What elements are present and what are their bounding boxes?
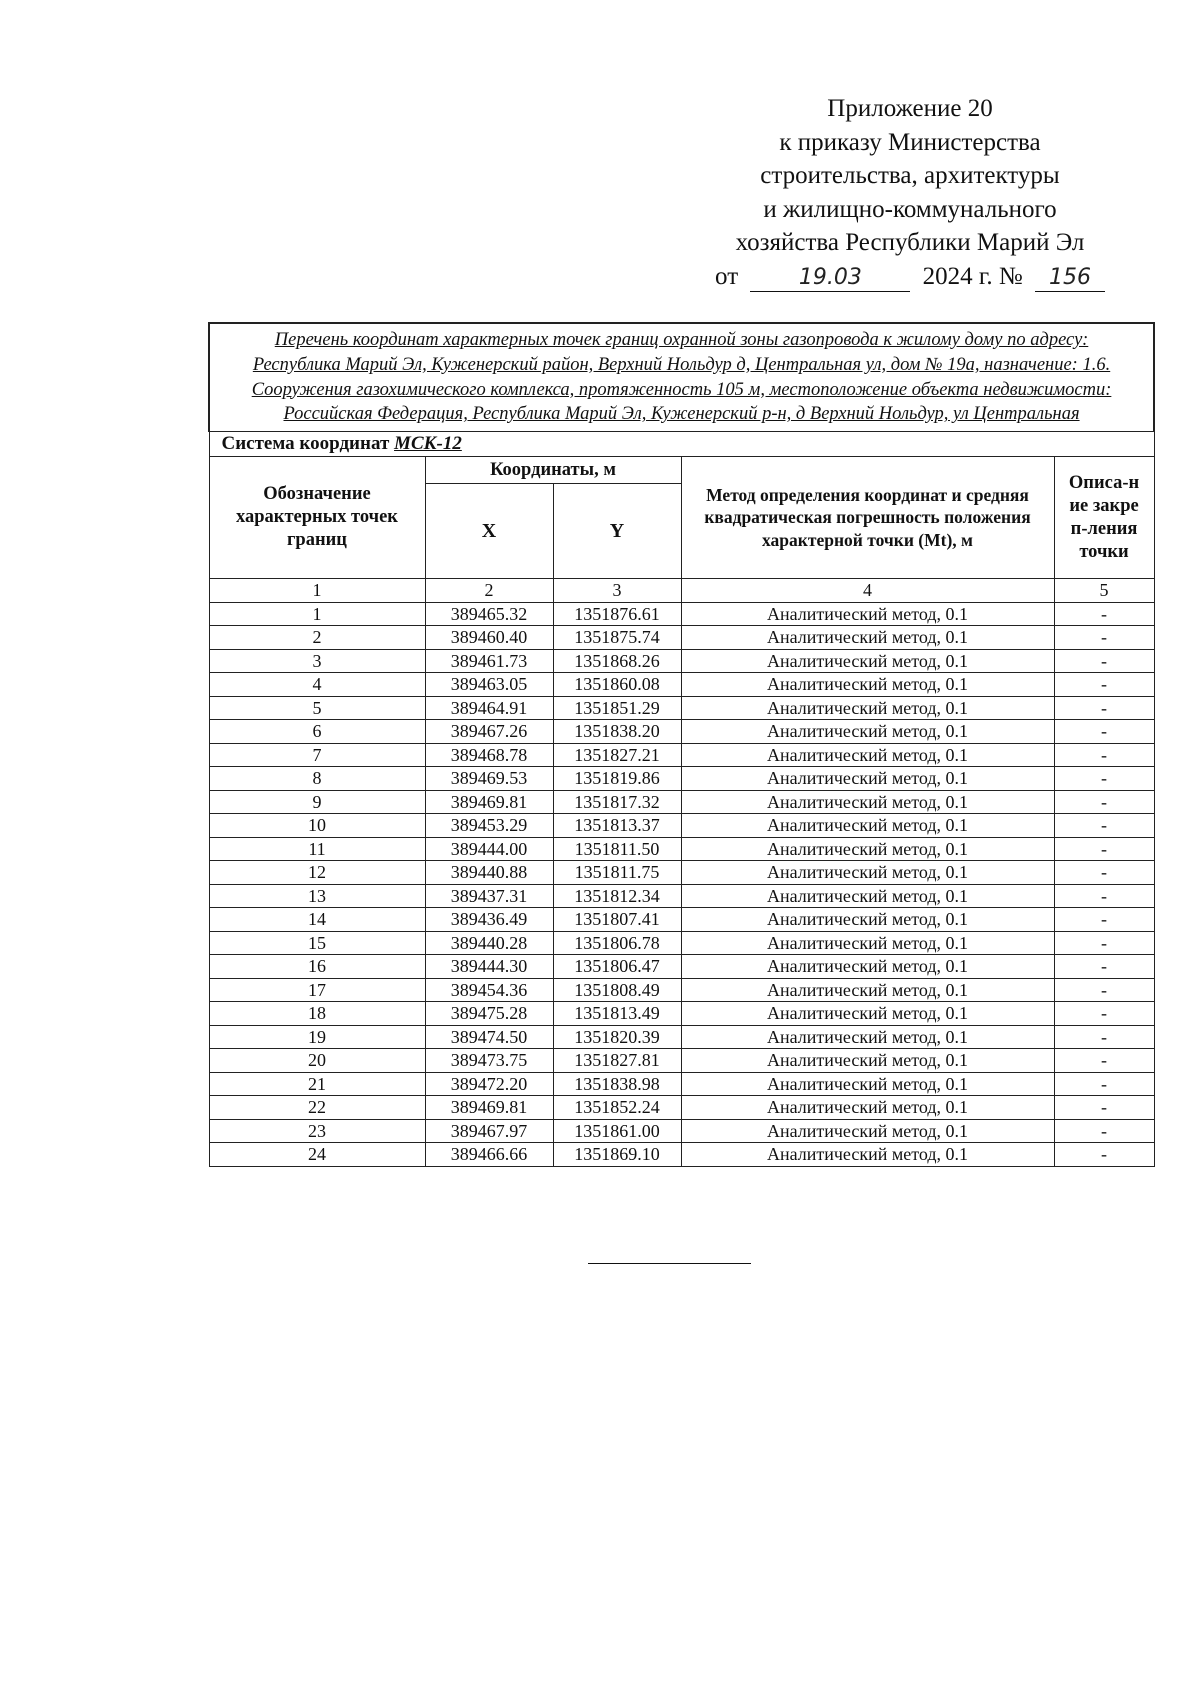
table-row: [209, 1096, 1154, 1120]
coord-y: 1351813.37: [553, 814, 681, 838]
point-number: 24: [209, 1143, 425, 1167]
coord-x: 389440.28: [425, 931, 553, 955]
header-x: X: [425, 484, 553, 579]
method: Аналитический метод, 0.1: [681, 1049, 1054, 1073]
coord-y: 1351852.24: [553, 1096, 681, 1120]
method: Аналитический метод, 0.1: [681, 626, 1054, 650]
point-number: 11: [209, 837, 425, 861]
fixing-description: -: [1054, 602, 1154, 626]
method: Аналитический метод, 0.1: [681, 649, 1054, 673]
column-number-4: 4: [681, 579, 1054, 603]
appendix-line-3: строительства, архитектуры: [760, 162, 1060, 189]
table-row: [209, 1119, 1154, 1143]
fixing-description: -: [1054, 743, 1154, 767]
point-number: 21: [209, 1072, 425, 1096]
table-caption: Перечень координат характерных точек границ охранной зоны газопровода к жилому дому по адресу: Республика Марий Эл, Куженерский район, Верхний Нольдур д, Центральная ул, дом № 19а, назначение: 1.6. Сооружения газохимического комплекса, протяженность 105 м, местоположение объекта недвижимости: Российская Федерация, Республика Марий Эл, Куженерский р-н, д Верхний Нольдур, ул Центральная: [209, 323, 1154, 432]
method: Аналитический метод, 0.1: [681, 1002, 1054, 1026]
coord-y: 1351861.00: [553, 1119, 681, 1143]
coordinate-system-label: Система координат: [221, 433, 390, 455]
method: Аналитический метод, 0.1: [681, 955, 1054, 979]
coord-y: 1351838.20: [553, 720, 681, 744]
table-row: [209, 1002, 1154, 1026]
point-number: 3: [209, 649, 425, 673]
coord-x: 389444.30: [425, 955, 553, 979]
coord-y: 1351811.75: [553, 861, 681, 885]
caption-row: [209, 323, 1154, 432]
point-number: 20: [209, 1049, 425, 1073]
fixing-description: -: [1054, 884, 1154, 908]
point-number: 14: [209, 908, 425, 932]
coord-x: 389467.26: [425, 720, 553, 744]
point-number: 9: [209, 790, 425, 814]
fixing-description: -: [1054, 767, 1154, 791]
coord-y: 1351868.26: [553, 649, 681, 673]
table-row: [209, 790, 1154, 814]
fixing-description: -: [1054, 931, 1154, 955]
coord-y: 1351817.32: [553, 790, 681, 814]
table-row: [209, 908, 1154, 932]
table-row: [209, 696, 1154, 720]
point-number: 16: [209, 955, 425, 979]
fixing-description: -: [1054, 978, 1154, 1002]
order-number-handwritten: 156: [1035, 265, 1105, 292]
point-number: 17: [209, 978, 425, 1002]
fixing-description: -: [1054, 1119, 1154, 1143]
fixing-description: -: [1054, 908, 1154, 932]
coord-x: 389460.40: [425, 626, 553, 650]
method: Аналитический метод, 0.1: [681, 908, 1054, 932]
fixing-description: -: [1054, 1096, 1154, 1120]
point-number: 10: [209, 814, 425, 838]
coord-x: 389454.36: [425, 978, 553, 1002]
fixing-description: -: [1054, 1025, 1154, 1049]
table-row: [209, 1143, 1154, 1167]
coord-y: 1351838.98: [553, 1072, 681, 1096]
header-point: Обозначение характерных точек границ: [209, 457, 425, 579]
fixing-description: -: [1054, 720, 1154, 744]
coord-x: 389473.75: [425, 1049, 553, 1073]
table-row: [209, 861, 1154, 885]
fixing-description: -: [1054, 1002, 1154, 1026]
table-row: [209, 1072, 1154, 1096]
fixing-description: -: [1054, 1072, 1154, 1096]
method: Аналитический метод, 0.1: [681, 814, 1054, 838]
coord-y: 1351876.61: [553, 602, 681, 626]
method: Аналитический метод, 0.1: [681, 1025, 1054, 1049]
table-row: [209, 884, 1154, 908]
fixing-description: -: [1054, 814, 1154, 838]
fixing-description: -: [1054, 673, 1154, 697]
fixing-description: -: [1054, 649, 1154, 673]
point-number: 6: [209, 720, 425, 744]
coordinate-system-value: МСК-12: [394, 433, 462, 455]
fixing-description: -: [1054, 837, 1154, 861]
coord-y: 1351807.41: [553, 908, 681, 932]
point-number: 19: [209, 1025, 425, 1049]
method: Аналитический метод, 0.1: [681, 767, 1054, 791]
point-number: 22: [209, 1096, 425, 1120]
method: Аналитический метод, 0.1: [681, 1119, 1054, 1143]
coord-y: 1351819.86: [553, 767, 681, 791]
date-prefix: от: [715, 262, 739, 290]
coord-x: 389468.78: [425, 743, 553, 767]
appendix-line-5: хозяйства Республики Марий Эл: [735, 229, 1085, 256]
table-row: [209, 626, 1154, 650]
coord-y: 1351808.49: [553, 978, 681, 1002]
point-number: 18: [209, 1002, 425, 1026]
table-row: [209, 931, 1154, 955]
column-number-1: 1: [209, 579, 425, 603]
coordinate-system: [209, 432, 1154, 457]
coord-x: 389464.91: [425, 696, 553, 720]
method: Аналитический метод, 0.1: [681, 673, 1054, 697]
method: Аналитический метод, 0.1: [681, 931, 1054, 955]
method: Аналитический метод, 0.1: [681, 720, 1054, 744]
coord-x: 389437.31: [425, 884, 553, 908]
point-number: 23: [209, 1119, 425, 1143]
coord-x: 389472.20: [425, 1072, 553, 1096]
point-number: 13: [209, 884, 425, 908]
table-row: [209, 767, 1154, 791]
system-row: [209, 432, 1154, 457]
coord-x: 389469.81: [425, 1096, 553, 1120]
point-number: 2: [209, 626, 425, 650]
coord-x: 389467.97: [425, 1119, 553, 1143]
coord-x: 389466.66: [425, 1143, 553, 1167]
coordinates-table: [208, 322, 1155, 1167]
closing-divider: [588, 1263, 751, 1264]
column-number-3: 3: [553, 579, 681, 603]
table-row: [209, 1025, 1154, 1049]
method: Аналитический метод, 0.1: [681, 602, 1054, 626]
table-row: [209, 955, 1154, 979]
coord-x: 389461.73: [425, 649, 553, 673]
method: Аналитический метод, 0.1: [681, 1143, 1054, 1167]
order-date-handwritten: 19.03: [750, 265, 910, 292]
coord-y: 1351827.21: [553, 743, 681, 767]
table-row: [209, 649, 1154, 673]
point-number: 7: [209, 743, 425, 767]
coord-y: 1351851.29: [553, 696, 681, 720]
method: Аналитический метод, 0.1: [681, 861, 1054, 885]
method: Аналитический метод, 0.1: [681, 790, 1054, 814]
coord-y: 1351806.78: [553, 931, 681, 955]
fixing-description: -: [1054, 861, 1154, 885]
coord-y: 1351875.74: [553, 626, 681, 650]
method: Аналитический метод, 0.1: [681, 743, 1054, 767]
appendix-line-2: к приказу Министерства: [779, 128, 1041, 156]
header-description: Описа-ние закреп-ления точки: [1054, 457, 1154, 579]
method: Аналитический метод, 0.1: [681, 696, 1054, 720]
point-number: 12: [209, 861, 425, 885]
method: Аналитический метод, 0.1: [681, 884, 1054, 908]
point-number: 15: [209, 931, 425, 955]
coord-x: 389469.53: [425, 767, 553, 791]
fixing-description: -: [1054, 626, 1154, 650]
coord-y: 1351860.08: [553, 673, 681, 697]
table-row: [209, 743, 1154, 767]
header-y: Y: [553, 484, 681, 579]
fixing-description: -: [1054, 1143, 1154, 1167]
table-row: [209, 814, 1154, 838]
header-method: Метод определения координат и средняя квадратическая погрешность положения характерной точки (Mt), м: [681, 457, 1054, 579]
coord-y: 1351827.81: [553, 1049, 681, 1073]
coord-y: 1351811.50: [553, 837, 681, 861]
fixing-description: -: [1054, 955, 1154, 979]
coord-x: 389444.00: [425, 837, 553, 861]
year-number-label: 2024 г. №: [922, 262, 1023, 290]
coord-y: 1351813.49: [553, 1002, 681, 1026]
method: Аналитический метод, 0.1: [681, 837, 1054, 861]
fixing-description: -: [1054, 1049, 1154, 1073]
table-row: [209, 602, 1154, 626]
fixing-description: -: [1054, 790, 1154, 814]
point-number: 5: [209, 696, 425, 720]
coord-x: 389475.28: [425, 1002, 553, 1026]
method: Аналитический метод, 0.1: [681, 1072, 1054, 1096]
header-row-1: [209, 457, 1154, 484]
column-number-row: [209, 579, 1154, 603]
table-row: [209, 673, 1154, 697]
coord-y: 1351820.39: [553, 1025, 681, 1049]
appendix-date-line: [700, 260, 1120, 294]
method: Аналитический метод, 0.1: [681, 1096, 1054, 1120]
coord-x: 389440.88: [425, 861, 553, 885]
appendix-header: [700, 92, 1120, 293]
header-coordinates: Координаты, м: [425, 457, 681, 484]
coord-x: 389436.49: [425, 908, 553, 932]
coord-x: 389465.32: [425, 602, 553, 626]
coord-x: 389474.50: [425, 1025, 553, 1049]
table-row: [209, 837, 1154, 861]
column-number-2: 2: [425, 579, 553, 603]
coord-y: 1351812.34: [553, 884, 681, 908]
appendix-title: Приложение 20: [827, 95, 993, 122]
coord-y: 1351806.47: [553, 955, 681, 979]
point-number: 8: [209, 767, 425, 791]
coord-x: 389453.29: [425, 814, 553, 838]
coord-y: 1351869.10: [553, 1143, 681, 1167]
table-row: [209, 978, 1154, 1002]
coord-x: 389469.81: [425, 790, 553, 814]
table-row: [209, 720, 1154, 744]
point-number: 4: [209, 673, 425, 697]
fixing-description: -: [1054, 696, 1154, 720]
coord-x: 389463.05: [425, 673, 553, 697]
method: Аналитический метод, 0.1: [681, 978, 1054, 1002]
table-row: [209, 1049, 1154, 1073]
point-number: 1: [209, 602, 425, 626]
appendix-line-4: и жилищно-коммунального: [763, 195, 1057, 223]
column-number-5: 5: [1054, 579, 1154, 603]
